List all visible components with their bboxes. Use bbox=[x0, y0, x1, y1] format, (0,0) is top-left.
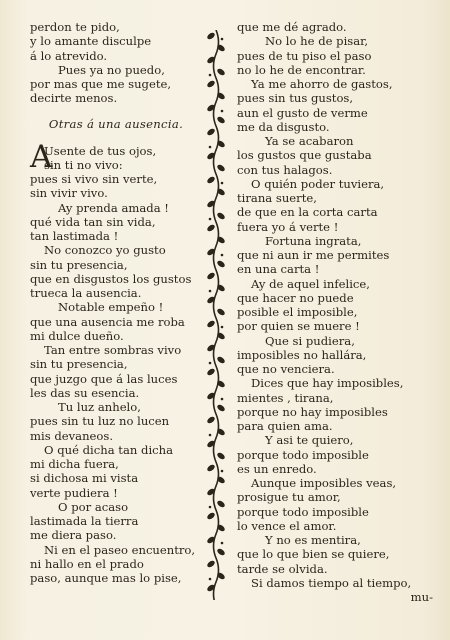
vine-berry bbox=[209, 506, 212, 509]
vine-leaf bbox=[216, 211, 226, 220]
verse-line: por quien se muere ! bbox=[237, 319, 360, 334]
verse-line: Ay de aquel infelice, bbox=[251, 276, 370, 291]
verse-line: pues sin tus gustos, bbox=[237, 91, 354, 106]
verse-line: No lo he de pisar, bbox=[265, 34, 369, 49]
verse-line: con tus halagos. bbox=[237, 162, 333, 177]
vine-leaf bbox=[216, 307, 226, 316]
verse-line: tirana suerte, bbox=[237, 191, 317, 205]
verse-line: de que en la corta carta bbox=[237, 205, 378, 220]
verse-line: Aunque imposibles veas, bbox=[251, 476, 397, 490]
verse-line: mis devaneos. bbox=[30, 428, 114, 443]
verse-line: posible el imposible, bbox=[237, 305, 358, 319]
verse-line: que me dé agrado. bbox=[237, 20, 347, 34]
verse-line: que no venciera. bbox=[237, 362, 335, 376]
verse-line: los gustos que gustaba bbox=[237, 148, 372, 163]
drop-cap-block bbox=[30, 138, 202, 175]
vine-leaf bbox=[206, 31, 216, 40]
verse-line: mi dicha fuera, bbox=[30, 457, 119, 471]
verse-line: Que si pudiera, bbox=[265, 333, 355, 348]
vine-berry bbox=[221, 110, 224, 113]
catchword: mu- bbox=[410, 590, 433, 604]
verse-line: tarde se olvida. bbox=[237, 561, 328, 576]
verse-line: O qué dicha tan dicha bbox=[44, 442, 174, 457]
verse-line: que lo que bien se quiere, bbox=[237, 547, 390, 562]
vine-berry bbox=[221, 470, 224, 473]
vine-berry bbox=[221, 254, 224, 257]
verse-line: tan lastimada ! bbox=[30, 229, 119, 243]
vine-berry bbox=[209, 578, 212, 581]
verse-line: para quien ama. bbox=[237, 419, 333, 433]
verse-line: Tu luz anhelo, bbox=[58, 400, 141, 414]
verse-line: me diera paso. bbox=[30, 528, 117, 543]
verse-line: fuera yo á verte ! bbox=[237, 219, 339, 234]
verse-line: pues sin tu luz no lucen bbox=[30, 414, 170, 429]
verse-line: decirte menos. bbox=[30, 91, 118, 106]
vine-leaf bbox=[206, 127, 216, 136]
verse-line: que ni aun ir me permites bbox=[237, 248, 390, 262]
verse-line: que una ausencia me roba bbox=[30, 314, 185, 329]
verse-line: Fortuna ingrata, bbox=[265, 233, 362, 248]
drop-cap-letter: A bbox=[30, 138, 53, 175]
verse-line: no lo he de encontrar. bbox=[237, 62, 366, 77]
vine-leaf bbox=[216, 355, 226, 364]
vine-leaf bbox=[216, 67, 226, 76]
vine-leaf bbox=[206, 223, 216, 232]
verse-line: Tan entre sombras vivo bbox=[44, 343, 182, 357]
verse-line: O quién poder tuviera, bbox=[251, 176, 385, 191]
verse-line: perdon te pido, bbox=[30, 20, 120, 34]
verse-line: Ay prenda amada ! bbox=[58, 200, 169, 215]
verse-line: si dichosa mi vista bbox=[30, 471, 139, 486]
verse-line: porque todo imposible bbox=[237, 447, 369, 462]
vine-leaf bbox=[216, 451, 226, 460]
vine-leaf bbox=[216, 547, 226, 556]
verse-line: porque no hay imposibles bbox=[237, 404, 388, 419]
verse-line: que hacer no puede bbox=[237, 290, 354, 305]
verse-line: sin tu presencia, bbox=[30, 257, 128, 272]
vine-leaf bbox=[216, 115, 226, 124]
vine-leaf bbox=[206, 319, 216, 328]
verse-line: á lo atrevido. bbox=[30, 48, 108, 63]
verse-line: pues de tu piso el paso bbox=[237, 48, 372, 63]
verse-line: les das su esencia. bbox=[30, 385, 140, 400]
verse-line: Y asi te quiero, bbox=[265, 433, 354, 448]
closing-verses bbox=[30, 20, 202, 106]
verse-line: No conozco yo gusto bbox=[44, 243, 166, 258]
vine-leaf bbox=[216, 403, 226, 412]
vine-leaf bbox=[206, 559, 216, 568]
verse-line: aun el gusto de verme bbox=[237, 105, 368, 120]
vine-berry bbox=[221, 38, 224, 41]
verse-line: sin ti no vivo: bbox=[44, 157, 123, 172]
vine-leaf bbox=[206, 79, 216, 88]
verse-line: qué vida tan sin vida, bbox=[30, 214, 156, 229]
drop-cap-lines bbox=[30, 138, 202, 175]
verse-line: y lo amante disculpe bbox=[30, 34, 152, 49]
verse-line: Dices que hay imposibles, bbox=[251, 376, 404, 391]
vine-berry bbox=[209, 362, 212, 365]
vine-leaf bbox=[206, 175, 216, 184]
vine-berry bbox=[209, 434, 212, 437]
verse-line: Pues ya no puedo, bbox=[58, 62, 165, 77]
vine-leaf bbox=[206, 415, 216, 424]
vine-berry bbox=[221, 326, 224, 329]
verse-line: O por acaso bbox=[58, 499, 129, 514]
verse-line: sin vivir vivo. bbox=[30, 186, 108, 201]
verse-line: Y no es mentira, bbox=[265, 533, 361, 547]
verse-line: prosigue tu amor, bbox=[237, 490, 341, 505]
vine-leaf bbox=[216, 163, 226, 172]
verse-line: Ya se acabaron bbox=[265, 134, 354, 148]
verse-line: Ya me ahorro de gastos, bbox=[251, 77, 393, 91]
verse-line: lo vence el amor. bbox=[237, 518, 337, 533]
verse-line: imposibles no hallára, bbox=[237, 347, 367, 362]
poem-body-right bbox=[237, 20, 433, 590]
verse-line: lastimada la tierra bbox=[30, 514, 139, 528]
verse-line: por mas que me sugete, bbox=[30, 77, 172, 91]
vine-berry bbox=[209, 146, 212, 149]
verse-line: Ni en el paseo encuentro, bbox=[44, 542, 196, 557]
poem-heading: Otras á una ausencia. bbox=[48, 116, 184, 131]
vine-berry bbox=[221, 398, 224, 401]
verse-line: trueca la ausencia. bbox=[30, 286, 142, 300]
vine-berry bbox=[209, 290, 212, 293]
verse-line: mi dulce dueño. bbox=[30, 328, 124, 343]
verse-line: que en disgustos los gustos bbox=[30, 271, 192, 286]
verse-line: pues si vivo sin verte, bbox=[30, 172, 158, 186]
verse-line: me da disgusto. bbox=[237, 119, 330, 134]
vine-leaf bbox=[216, 259, 226, 268]
verse-line: que juzgo que á las luces bbox=[30, 371, 178, 386]
vine-berry bbox=[221, 542, 224, 545]
verse-line: Si damos tiempo al tiempo, bbox=[251, 575, 412, 590]
vine-berry bbox=[209, 218, 212, 221]
verse-line: paso, aunque mas lo pise, bbox=[30, 571, 182, 585]
verse-line: porque todo imposible bbox=[237, 504, 369, 519]
left-column bbox=[30, 20, 202, 585]
vine-leaf bbox=[206, 463, 216, 472]
verse-line: Usente de tus ojos, bbox=[44, 143, 157, 158]
vine-leaf bbox=[206, 271, 216, 280]
vine-leaf bbox=[216, 499, 226, 508]
poem-body-left bbox=[30, 172, 202, 585]
vine-leaf bbox=[206, 367, 216, 376]
vertical-floral-vine-ornament bbox=[205, 30, 227, 600]
verse-line: verte pudiera ! bbox=[30, 485, 118, 500]
vine-leaf bbox=[206, 511, 216, 520]
verse-line: ni hallo en el prado bbox=[30, 556, 144, 571]
vine-berry bbox=[221, 182, 224, 185]
verse-line: Notable empeño ! bbox=[58, 300, 164, 315]
verse-line: mientes , tirana, bbox=[237, 390, 334, 405]
verse-line: es un enredo. bbox=[237, 461, 317, 476]
right-column bbox=[237, 20, 433, 604]
verse-line: sin tu presencia, bbox=[30, 357, 128, 372]
vine-berry bbox=[209, 74, 212, 77]
verse-line: en una carta ! bbox=[237, 262, 320, 277]
